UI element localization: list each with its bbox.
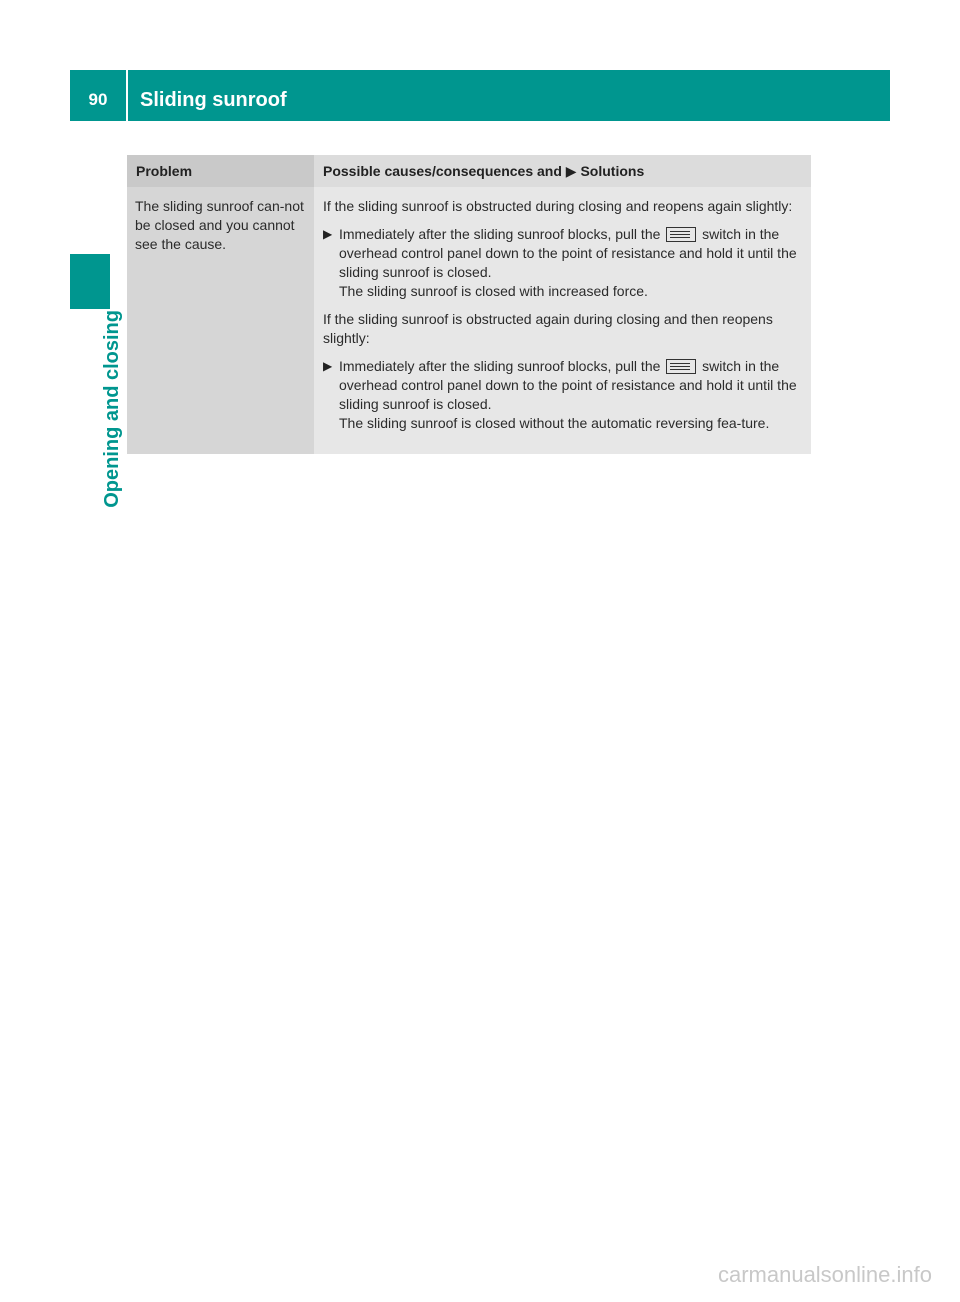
table-row [127,187,811,454]
column-header-problem: Problem [127,155,314,187]
watermark: carmanualsonline.info [717,1262,932,1287]
solution-cell [314,187,811,454]
sunroof-switch-icon [666,227,696,242]
arrow-right-icon: ▶ [565,163,577,179]
solution-step-2 [323,357,803,433]
problem-cell [127,187,314,454]
page-header [70,70,890,121]
solution-intro-2: If the sliding sunroof is obstructed again during closing and then reopens slightly: [323,311,773,346]
solution-step-1-text-after: switch in the overhead control panel down to the point of resistance and hold it until the sliding sunroof is closed. [339,226,797,280]
solution-step-2-text-after: switch in the overhead control panel down to the point of resistance and hold it until the sliding sunroof is closed. [339,358,797,412]
solution-step-1-body [339,225,803,301]
arrow-right-icon: ▶ [323,227,333,241]
arrow-right-icon: ▶ [323,359,333,373]
column-header-solutions [314,155,811,187]
chapter-marker [70,254,110,309]
table-header-row [127,155,811,187]
problem-text: The sliding sunroof can-not be closed and you cannot see the cause. [135,198,304,252]
solution-step-1-result: The sliding sunroof is closed with increased force. [339,283,648,299]
sunroof-switch-icon [666,359,696,374]
troubleshooting-table [127,155,811,454]
solution-step-2-result: The sliding sunroof is closed without the automatic reversing fea-ture. [339,415,770,431]
header-divider [126,70,128,121]
solution-step-2-body [339,357,803,433]
solution-step-1 [323,225,803,301]
column-header-solutions-prefix: Possible causes/consequences and [323,163,562,179]
section-title: Sliding sunroof [140,89,287,111]
solution-step-2-text-before: Immediately after the sliding sunroof blocks, pull the [339,358,661,374]
column-header-solutions-suffix: Solutions [580,163,645,179]
solution-intro-1: If the sliding sunroof is obstructed during closing and reopens again slightly: [323,198,793,214]
page-number: 90 [88,90,108,109]
chapter-label: Opening and closing [101,310,123,508]
solution-step-1-text-before: Immediately after the sliding sunroof blocks, pull the [339,226,661,242]
